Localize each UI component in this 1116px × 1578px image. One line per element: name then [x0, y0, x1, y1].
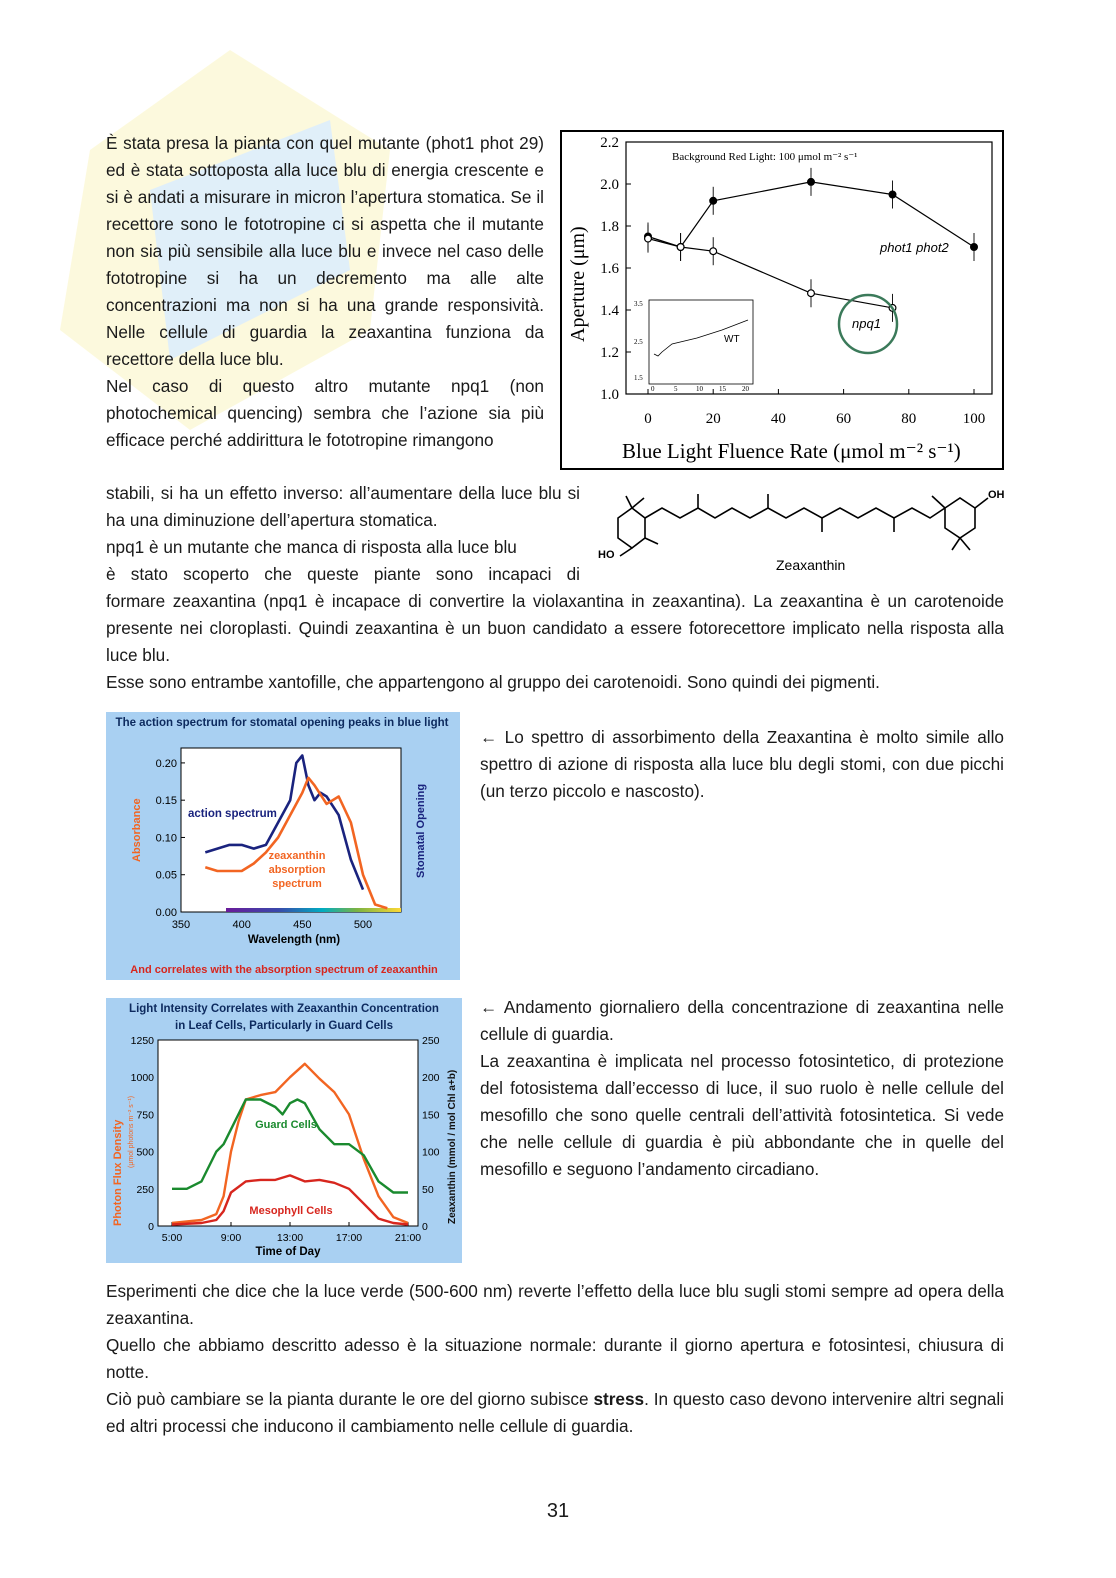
- daily-right-tick-label: 200: [422, 1072, 440, 1085]
- daily-left-tick-label: 1000: [130, 1072, 154, 1085]
- aperture-data-point: [889, 191, 896, 198]
- text-npq1-intro: Nel caso di questo altro mutante npq1 (non photochemical quencing) sembra che l’azione sia più efficace perché addirittura le fototropine rimangono: [106, 376, 544, 450]
- text-npq1-effect: stabili, si ha un effetto inverso: all’aumentare della luce blu si ha una diminuzione dell’apertura stomatica.: [106, 483, 580, 530]
- daily-title-1: Light Intensity Correlates with Zeaxanthin Concentration: [129, 1003, 439, 1015]
- aperture-y-tick-label: 1.2: [600, 345, 619, 361]
- inset-xtick-5: 20: [742, 385, 749, 393]
- aperture-x-tick-label: 20: [705, 411, 721, 427]
- text-phot-experiment: È stata presa la pianta con quel mutante (phot1 phot 29) ed è stata sottoposta alla luce blu di energia crescente e si è andati a misurare in micron l’apertura stomatica. Se il recettore sono le fototropine ci si aspetta che il mutante non sia più sensibile alla luce blu e invece nel caso delle fototropine si ha un decremento ma alle alte concentrazioni ma non si ha una grande responsività. Nelle cellule di guardia la zeaxantina funziona da recettore della luce blu.: [106, 133, 544, 369]
- text-green-light: Esperimenti che dice che la luce verde (500-600 nm) reverte l’effetto della luce blu sugli stomi sempre ad opera della zeaxantina.: [106, 1281, 1004, 1328]
- text-spectrum-caption: ← Lo spettro di assorbimento della Zeaxantina è molto simile allo spettro di azione di risposta alla luce blu degli stomi, con due picchi (un terzo piccolo e nascosto).: [480, 727, 1004, 801]
- aperture-x-tick-label: 100: [962, 411, 986, 427]
- daily-x-tick-label: 13:00: [276, 1232, 304, 1244]
- zeaxanthin-oh-right: OH: [988, 489, 1005, 501]
- zeaxanthin-label-1: zeaxanthin: [268, 850, 326, 862]
- spectrum-x-tick-label: 450: [293, 919, 312, 931]
- aperture-x-axis-label: Blue Light Fluence Rate (μmol m⁻² s⁻¹): [622, 439, 961, 463]
- aperture-data-point: [677, 244, 684, 251]
- spectrum-right-axis: Stomatal Opening: [415, 783, 427, 878]
- aperture-x-tick-label: 0: [644, 411, 652, 427]
- spectrum-y-tick-label: 0.15: [155, 795, 177, 808]
- aperture-y-tick-label: 1.0: [600, 387, 619, 403]
- text-stress-post: . In questo caso devono intervenire altri segnali ed altri processi che inducono il cambiamento nelle cellule di guardia.: [106, 1389, 1004, 1436]
- spectrum-x-tick-label: 400: [232, 919, 251, 931]
- daily-x-label: Time of Day: [255, 1246, 321, 1258]
- spectrum-x-ticks: [172, 919, 372, 931]
- spectrum-y-tick-label: 0.10: [155, 832, 177, 845]
- paragraph-phot-experiment: [106, 130, 544, 454]
- aperture-chart-background-label: Background Red Light: 100 μmol m⁻² s⁻¹: [672, 151, 858, 163]
- daily-right-tick-label: 50: [422, 1183, 434, 1196]
- paragraph-conclusions: [106, 1278, 1004, 1440]
- aperture-x-tick-label: 80: [901, 411, 917, 427]
- aperture-y-tick-label: 1.8: [600, 219, 619, 235]
- daily-right-tick-label: 150: [422, 1109, 440, 1122]
- wt-inset: [634, 300, 753, 393]
- text-daily-caption-1: ← Andamento giornaliero della concentrazione di zeaxantina nelle cellule di guardia.: [480, 997, 1004, 1044]
- text-stress-bold: stress: [593, 1389, 645, 1409]
- action-spectrum-chart: [106, 712, 460, 980]
- text-zeaxanthin-candidate: formare zeaxantina (npq1 è incapace di convertire la violaxantina in zeaxantina). La zeaxantina è un carotenoide presente nei cloroplasti. Quindi zeaxantina è un buon candidato a essere fotorecettore implicato nella risposta alla luce blu.: [106, 591, 1004, 665]
- action-spectrum-label: action spectrum: [188, 808, 277, 820]
- aperture-x-tick-label: 40: [770, 411, 786, 427]
- daily-right-ticks: [422, 1035, 440, 1233]
- aperture-data-point: [808, 290, 815, 297]
- zeaxanthin-oh-left: HO: [598, 549, 615, 561]
- aperture-y-tick-label: 2.0: [600, 177, 619, 193]
- aperture-y-tick-label: 1.6: [600, 261, 619, 277]
- spectrum-title: The action spectrum for stomatal opening peaks in blue light: [115, 717, 449, 729]
- daily-left-tick-label: 250: [136, 1183, 154, 1196]
- inset-ytick-3: 1.5: [634, 374, 643, 382]
- spectrum-x-tick-label: 500: [353, 919, 373, 931]
- aperture-data-point: [971, 244, 978, 251]
- daily-left-tick-label: 1250: [130, 1035, 154, 1047]
- daily-title-2: in Leaf Cells, Particularly in Guard Cells: [175, 1020, 393, 1032]
- zeaxanthin-label: Zeaxanthin: [776, 557, 846, 573]
- daily-zeaxanthin-chart: [106, 998, 462, 1263]
- daily-left-tick-label: 500: [136, 1146, 154, 1159]
- spectrum-left-axis: Absorbance: [131, 798, 143, 862]
- text-daily-caption-2: La zeaxantina è implicata nel processo fotosintetico, di protezione del fotosistema dall’eccesso di luce, il suo ruolo è nelle cellule del mesofillo che sono quelle centrali dell’attività fotosintetica. Si vede che nelle cellule di guardia è più abbondante che in quelle del mesofillo e seguono l’andamento circadiano.: [480, 1051, 1004, 1179]
- guard-cells-label: Guard Cells: [255, 1119, 317, 1131]
- label-npq1: npq1: [852, 316, 881, 331]
- label-phot1-phot2: phot1 phot2: [880, 240, 949, 255]
- aperture-data-point: [710, 248, 717, 255]
- daily-x-tick-label: 17:00: [335, 1232, 363, 1244]
- inset-ytick-2: 2.5: [634, 338, 643, 346]
- aperture-y-tick-label: 2.2: [600, 135, 619, 151]
- mesophyll-cells-label: Mesophyll Cells: [249, 1205, 333, 1217]
- aperture-data-point: [645, 235, 652, 242]
- aperture-x-tick-label: 60: [836, 411, 852, 427]
- inset-xtick-1: 0: [651, 385, 655, 393]
- spectrum-x-label: Wavelength (nm): [247, 934, 341, 946]
- daily-left-axis: Photon Flux Density: [112, 1119, 124, 1226]
- text-npq1-discovery: è stato scoperto che queste piante sono incapaci di: [106, 564, 580, 584]
- zeaxanthin-structure: [590, 478, 1010, 583]
- aperture-y-tick-label: 1.4: [600, 303, 619, 319]
- aperture-data-point: [710, 197, 717, 204]
- spectrum-y-tick-label: 0.00: [155, 907, 177, 919]
- spectrum-y-tick-label: 0.20: [155, 757, 177, 770]
- daily-x-tick-label: 5:00: [161, 1232, 183, 1244]
- text-xanthophylls: Esse sono entrambe xantofille, che appartengono al gruppo dei carotenoidi. Sono quindi dei pigmenti.: [106, 672, 880, 692]
- text-normal-situation: Quello che abbiamo descritto adesso è la situazione normale: durante il giorno apertura e fotosintesi, chiusura di notte.: [106, 1335, 1004, 1382]
- inset-wt-label: WT: [724, 334, 740, 345]
- paragraph-daily-caption: [480, 994, 1004, 1183]
- aperture-chart: [560, 130, 1004, 470]
- daily-left-tick-label: 0: [148, 1221, 154, 1233]
- spectrum-caption: And correlates with the absorption spectrum of zeaxanthin: [130, 964, 438, 976]
- daily-right-tick-label: 100: [422, 1146, 440, 1159]
- daily-right-tick-label: 250: [422, 1035, 440, 1047]
- page-number: 31: [546, 1500, 570, 1522]
- zeaxanthin-label-3: spectrum: [272, 878, 322, 890]
- text-stress-pre: Ciò può cambiare se la pianta durante le ore del giorno subisce: [106, 1389, 594, 1409]
- daily-left-axis-units: (μmol photons m⁻² s⁻¹): [128, 1095, 135, 1168]
- text-npq1-mutant: npq1 è un mutante che manca di risposta alla luce blu: [106, 537, 517, 557]
- paragraph-spectrum-caption: [480, 724, 1004, 805]
- inset-xtick-3: 10: [696, 385, 703, 393]
- daily-x-tick-label: 21:00: [394, 1232, 422, 1244]
- daily-x-tick-label: 9:00: [220, 1232, 242, 1244]
- spectrum-y-tick-label: 0.05: [155, 869, 177, 882]
- aperture-data-point: [808, 179, 815, 186]
- text-stress: [106, 1386, 1004, 1440]
- inset-xtick-4: 15: [719, 385, 726, 393]
- spectrum-x-tick-label: 350: [171, 919, 191, 931]
- aperture-x-ticks: [644, 389, 985, 427]
- daily-right-tick-label: 0: [422, 1221, 428, 1233]
- daily-right-axis: Zeaxanthin (mmol / mol Chl a+b): [447, 1069, 458, 1224]
- daily-left-tick-label: 750: [136, 1109, 154, 1122]
- inset-xtick-2: 5: [674, 385, 678, 393]
- paragraph-zeaxanthin-candidate: [106, 588, 1004, 696]
- aperture-y-axis-label: Aperture (μm): [567, 226, 589, 342]
- inset-ytick-1: 3.5: [634, 300, 643, 308]
- paragraph-npq1-continued: [106, 480, 580, 588]
- zeaxanthin-label-2: absorption: [268, 864, 326, 876]
